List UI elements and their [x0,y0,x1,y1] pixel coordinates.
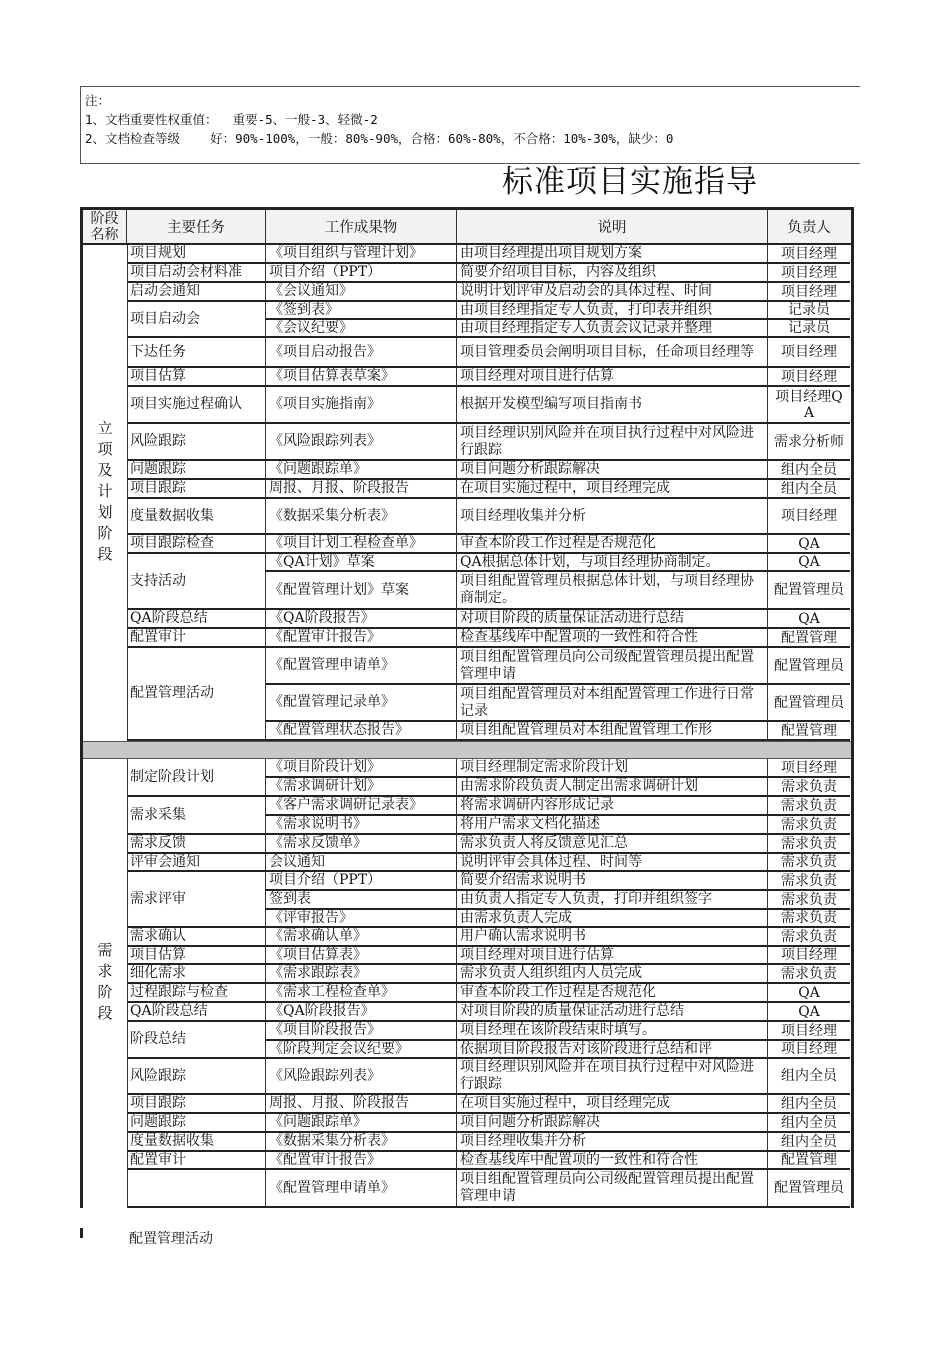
description-cell: 检查基线库中配置项的一致性和符合性 [457,629,768,648]
deliverable-cell: 《问题跟踪单》 [266,1114,457,1133]
task-cell: 风险跟踪 [127,424,266,461]
owner-cell: 需求负责 [768,910,850,928]
deliverable-cell: 《需求反馈单》 [266,835,457,854]
task-cell: 支持活动 [127,554,266,610]
owner-cell: 配置管理员 [768,572,850,610]
stage-section-requirements [83,759,851,1208]
owner-cell: 记录员 [768,302,850,320]
stage-label-cell [83,245,128,741]
deliverable-cell: 项目介绍（PPT） [266,264,457,283]
description-cell: 在项目实施过程中，项目经理完成 [457,480,768,499]
header-description: 说明 [457,210,768,243]
deliverable-cell: 《需求确认单》 [266,928,457,947]
deliverable-cell: 《项目计划工程检查单》 [266,535,457,554]
owner-cell: 项目经理 [768,245,850,264]
owner-cell: 需求负责 [768,854,850,872]
stage-rows [127,759,851,1208]
owner-cell: 配置管理 [768,722,850,741]
deliverable-cell: 《QA阶段报告》 [266,1003,457,1022]
owner-cell: 需求负责 [768,872,850,891]
owner-cell: 需求负责 [768,816,850,835]
owner-cell: 项目经理 [768,368,850,387]
section-separator [83,741,851,759]
task-cell: 项目启动会 [127,302,266,338]
owner-cell: QA [768,984,850,1003]
owner-cell: 项目经理QA [768,387,850,424]
deliverable-cell: 周报、月报、阶段报告 [266,1095,457,1114]
deliverable-cell: 《签到表》 [266,302,457,320]
description-cell: 项目组配置管理员向公司级配置管理员提出配置管理申请 [457,648,768,685]
deliverable-cell: 《项目估算表草案》 [266,368,457,387]
deliverable-cell: 会议通知 [266,854,457,872]
owner-cell: 记录员 [768,320,850,338]
owner-cell: QA [768,554,850,572]
deliverable-cell: 《项目估算表》 [266,947,457,965]
description-cell: 根据开发模型编写项目指南书 [457,387,768,424]
stage-rows [127,245,851,741]
owner-cell: 项目经理 [768,1041,850,1059]
description-cell: QA根据总体计划，与项目经理协商制定。 [457,554,768,572]
deliverable-cell: 《项目阶段报告》 [266,1022,457,1041]
task-cell: 制定阶段计划 [127,759,266,797]
deliverable-cell: 《配置管理计划》草案 [266,572,457,610]
table-header [83,207,851,245]
deliverable-cell: 《项目实施指南》 [266,387,457,424]
description-cell: 项目经理制定需求阶段计划 [457,759,768,778]
owner-cell: 配置管理员 [768,648,850,685]
description-cell: 需求负责人组织组内人员完成 [457,965,768,984]
deliverable-cell: 《需求工程检查单》 [266,984,457,1003]
task-cell: 阶段总结 [127,1022,266,1059]
description-cell: 简要介绍项目目标，内容及组织 [457,264,768,283]
owner-cell: 配置管理 [768,1152,850,1170]
owner-cell: QA [768,1003,850,1022]
deliverable-cell: 《会议通知》 [266,283,457,302]
task-cell: 细化需求 [127,965,266,984]
task-cell: 项目启动会材料准 [127,264,266,283]
task-cell: 项目估算 [127,947,266,965]
task-cell: 项目跟踪检查 [127,535,266,554]
description-cell: 项目经理识别风险并在项目执行过程中对风险进行跟踪 [457,424,768,461]
description-cell: 由负责人指定专人负责，打印并组织签字 [457,891,768,910]
deliverable-cell: 签到表 [266,891,457,910]
task-cell: 过程跟踪与检查 [127,984,266,1003]
deliverable-cell: 《需求调研计划》 [266,778,457,797]
owner-cell: QA [768,535,850,554]
notes-label: 注： [85,93,111,108]
description-cell: 将用户需求文档化描述 [457,816,768,835]
task-cell: 需求确认 [127,928,266,947]
header-stage-line1: 阶段 [90,210,119,227]
continued-task-label: 配置管理活动 [129,1231,213,1247]
description-cell: 简要介绍需求说明书 [457,872,768,891]
description-cell: 由需求负责人完成 [457,910,768,928]
table-left-rule [80,1228,83,1238]
deliverable-cell: 《配置审计报告》 [266,629,457,648]
owner-cell: 需求负责 [768,797,850,816]
deliverable-cell: 《数据采集分析表》 [266,499,457,535]
description-cell: 审查本阶段工作过程是否规范化 [457,984,768,1003]
deliverable-cell: 《项目组织与管理计划》 [266,245,457,264]
deliverable-cell: 《会议纪要》 [266,320,457,338]
description-cell: 审查本阶段工作过程是否规范化 [457,535,768,554]
description-cell: 由项目经理指定专人负责会议记录并整理 [457,320,768,338]
description-cell: 需求负责人将反馈意见汇总 [457,835,768,854]
header-stage [83,210,127,243]
description-cell: 在项目实施过程中，项目经理完成 [457,1095,768,1114]
description-cell: 用户确认需求说明书 [457,928,768,947]
owner-cell: 配置管理员 [768,1170,850,1208]
description-cell: 由项目经理指定专人负责，打印表并组织 [457,302,768,320]
task-cell: 问题跟踪 [127,461,266,480]
deliverable-cell: 《配置审计报告》 [266,1152,457,1170]
description-cell: 检查基线库中配置项的一致性和符合性 [457,1152,768,1170]
stage-label: 立项及计划阶段 [95,419,114,567]
owner-cell: 组内全员 [768,1114,850,1133]
owner-cell: 组内全员 [768,1059,850,1095]
description-cell: 由需求阶段负责人制定出需求调研计划 [457,778,768,797]
deliverable-cell: 周报、月报、阶段报告 [266,480,457,499]
task-cell: 评审会通知 [127,854,266,872]
task-cell: 度量数据收集 [127,499,266,535]
owner-cell: 项目经理 [768,947,850,965]
description-cell: 项目经理收集并分析 [457,499,768,535]
description-cell: 由项目经理提出项目规划方案 [457,245,768,264]
task-cell: 需求评审 [127,872,266,928]
owner-cell: 需求负责 [768,928,850,947]
owner-cell: 需求负责 [768,965,850,984]
description-cell: 项目问题分析跟踪解决 [457,461,768,480]
description-cell: 说明计划评审及启动会的具体过程、时间 [457,283,768,302]
task-cell: QA阶段总结 [127,1003,266,1022]
deliverable-cell: 项目介绍（PPT） [266,872,457,891]
description-cell: 对项目阶段的质量保证活动进行总结 [457,1003,768,1022]
owner-cell: 项目经理 [768,338,850,368]
task-cell: 项目估算 [127,368,266,387]
description-cell: 项目管理委员会阐明项目目标，任命项目经理等 [457,338,768,368]
deliverable-cell: 《数据采集分析表》 [266,1133,457,1152]
owner-cell: 组内全员 [768,1133,850,1152]
owner-cell: 需求负责 [768,778,850,797]
task-cell [127,1170,266,1208]
task-cell: 项目跟踪 [127,480,266,499]
owner-cell: 需求负责 [768,891,850,910]
deliverable-cell: 《QA阶段报告》 [266,610,457,629]
deliverable-cell: 《需求说明书》 [266,816,457,835]
task-cell: 配置审计 [127,629,266,648]
deliverable-cell: 《配置管理申请单》 [266,1170,457,1208]
notes-line-grades: 2、文档检查等级 好：90%-100%，一般：80%-90%，合格：60%-80%，不合格：10%-30%，缺少：0 [85,131,674,146]
owner-cell: 需求分析师 [768,424,850,461]
description-cell: 项目经理对项目进行估算 [457,368,768,387]
description-cell: 对项目阶段的质量保证活动进行总结 [457,610,768,629]
description-cell: 项目经理对项目进行估算 [457,947,768,965]
owner-cell: 项目经理 [768,759,850,778]
task-cell: 项目规划 [127,245,266,264]
description-cell: 项目组配置管理员对本组配置管理工作进行日常记录 [457,685,768,722]
task-cell: 项目跟踪 [127,1095,266,1114]
owner-cell: 项目经理 [768,264,850,283]
description-cell: 依据项目阶段报告对该阶段进行总结和评 [457,1041,768,1059]
owner-cell: 配置管理 [768,629,850,648]
description-cell: 项目经理在该阶段结束时填写。 [457,1022,768,1041]
header-task: 主要任务 [127,210,266,243]
owner-cell: 项目经理 [768,283,850,302]
stage-section-initiation [83,245,851,741]
task-cell: 问题跟踪 [127,1114,266,1133]
description-cell: 项目经理收集并分析 [457,1133,768,1152]
owner-cell: QA [768,610,850,629]
page-title: 标准项目实施指导 [502,164,758,200]
header-owner: 负责人 [787,220,831,236]
deliverable-cell: 《问题跟踪单》 [266,461,457,480]
owner-cell: 项目经理 [768,1022,850,1041]
header-deliverable: 工作成果物 [266,210,457,243]
task-cell: 风险跟踪 [127,1059,266,1095]
notes-box [80,86,860,164]
owner-cell: 组内全员 [768,461,850,480]
owner-cell: 需求负责 [768,835,850,854]
deliverable-cell: 《项目启动报告》 [266,338,457,368]
task-cell: 需求反馈 [127,835,266,854]
description-cell: 项目组配置管理员根据总体计划，与项目经理协商制定。 [457,572,768,610]
header-stage-line2: 名称 [90,226,119,243]
owner-cell: 配置管理员 [768,685,850,722]
task-cell: QA阶段总结 [127,610,266,629]
task-cell: 项目实施过程确认 [127,387,266,424]
description-cell: 项目组配置管理员对本组配置管理工作形 [457,722,768,741]
deliverable-cell: 《QA计划》草案 [266,554,457,572]
description-cell: 说明评审会具体过程、时间等 [457,854,768,872]
description-cell: 项目问题分析跟踪解决 [457,1114,768,1133]
owner-cell: 组内全员 [768,1095,850,1114]
owner-cell: 项目经理 [768,499,850,535]
deliverable-cell: 《阶段判定会议纪要》 [266,1041,457,1059]
notes-line-weights: 1、文档重要性权重值： 重要-5、一般-3、轻微-2 [85,112,378,127]
deliverable-cell: 《配置管理记录单》 [266,685,457,722]
deliverable-cell: 《配置管理申请单》 [266,648,457,685]
deliverable-cell: 《需求跟踪表》 [266,965,457,984]
description-cell: 项目经理识别风险并在项目执行过程中对风险进行跟踪 [457,1059,768,1095]
deliverable-cell: 《客户需求调研记录表》 [266,797,457,816]
deliverable-cell: 《项目阶段计划》 [266,759,457,778]
task-cell: 下达任务 [127,338,266,368]
task-cell: 需求采集 [127,797,266,835]
task-cell: 配置审计 [127,1152,266,1170]
deliverable-cell: 《风险跟踪列表》 [266,424,457,461]
task-cell: 配置管理活动 [127,648,266,741]
deliverable-cell: 《风险跟踪列表》 [266,1059,457,1095]
deliverable-cell: 《配置管理状态报告》 [266,722,457,741]
stage-label-cell [83,759,128,1208]
owner-cell: 组内全员 [768,480,850,499]
task-cell: 启动会通知 [127,283,266,302]
stage-label: 需求阶段 [95,941,114,1026]
deliverable-cell: 《评审报告》 [266,910,457,928]
description-cell: 项目组配置管理员向公司级配置管理员提出配置管理申请 [457,1170,768,1208]
guide-table [80,207,854,1208]
task-cell: 度量数据收集 [127,1133,266,1152]
description-cell: 将需求调研内容形成记录 [457,797,768,816]
